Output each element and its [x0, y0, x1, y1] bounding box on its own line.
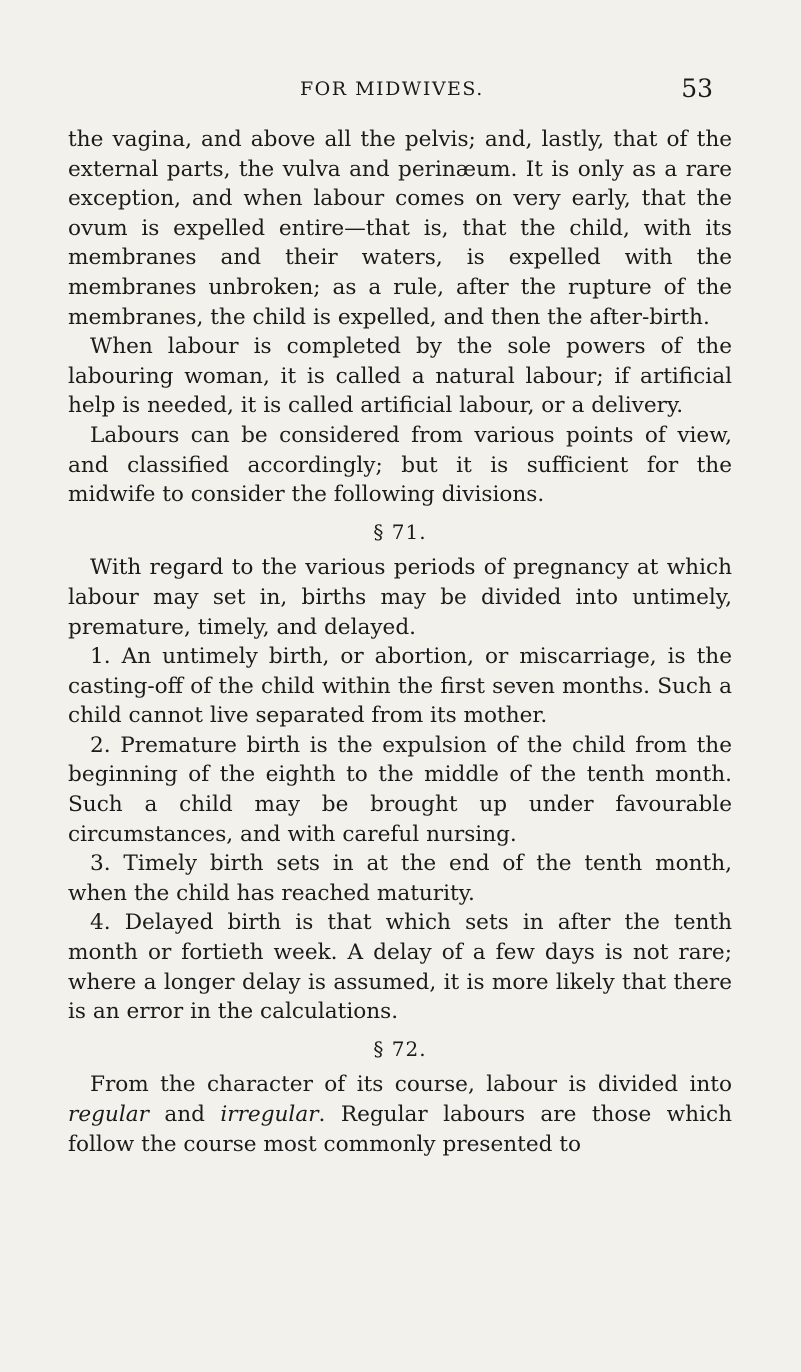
paragraph-text: From the character of its course, labour is divided into: [90, 1072, 732, 1098]
running-title: FOR MIDWIVES.: [300, 78, 484, 100]
paragraph: [68, 1070, 732, 1159]
running-head: [0, 74, 801, 110]
emphasis-regular: regular: [68, 1102, 149, 1127]
paragraph: Labours can be considered from various points of view, and classified accordingly; but it is sufficient for the midwife to consider the following divisions.: [68, 422, 732, 508]
paragraph-item-3: 3. Timely birth sets in at the end of the tenth month, when the child has reached maturity.: [68, 851, 732, 906]
paragraph-text: . Regular labours are those which follow the course most commonly presented to: [68, 1102, 732, 1157]
body-text: [68, 125, 732, 1159]
paragraph: When labour is completed by the sole powers of the labouring woman, it is called a natural labour; if artificial help is needed, it is called artificial labour, or a delivery.: [68, 334, 732, 419]
paragraph: With regard to the various periods of pregnancy at which labour may set in, births may be divided into untimely, premature, timely, and delayed.: [68, 555, 732, 640]
paragraph-item-1: 1. An untimely birth, or abortion, or miscarriage, is the casting-off of the child within the first seven months. Such a child cannot live separated from its mother.: [68, 644, 732, 729]
page-number: 53: [681, 74, 713, 103]
paragraph-item-2: 2. Premature birth is the expulsion of the child from the beginning of the eighth to the middle of the tenth month. Such a child may be brought up under favourable circumstances, and with careful nursing.: [68, 732, 732, 847]
section-heading-72: § 72.: [373, 1036, 427, 1061]
paragraph-continuation: the vagina, and above all the pelvis; and, lastly, that of the external parts, the vulva and perinæum. It is only as a rare exception, and when labour comes on very early, that the ovum is expelled entire—that is, that the child, with its membranes and their waters, is expelled with the membranes unbroken; as a rule, after the rupture of the membranes, the child is expelled, and then the after-birth.: [68, 127, 732, 330]
section-heading-71: § 71.: [373, 519, 427, 544]
paragraph-item-4: 4. Delayed birth is that which sets in after the tenth month or fortieth week. A delay of a few days is not rare; where a longer delay is assumed, it is more likely that there is an error in the calculations.: [68, 910, 732, 1025]
paragraph-text: and: [148, 1102, 221, 1127]
emphasis-irregular: irregular: [220, 1102, 319, 1127]
